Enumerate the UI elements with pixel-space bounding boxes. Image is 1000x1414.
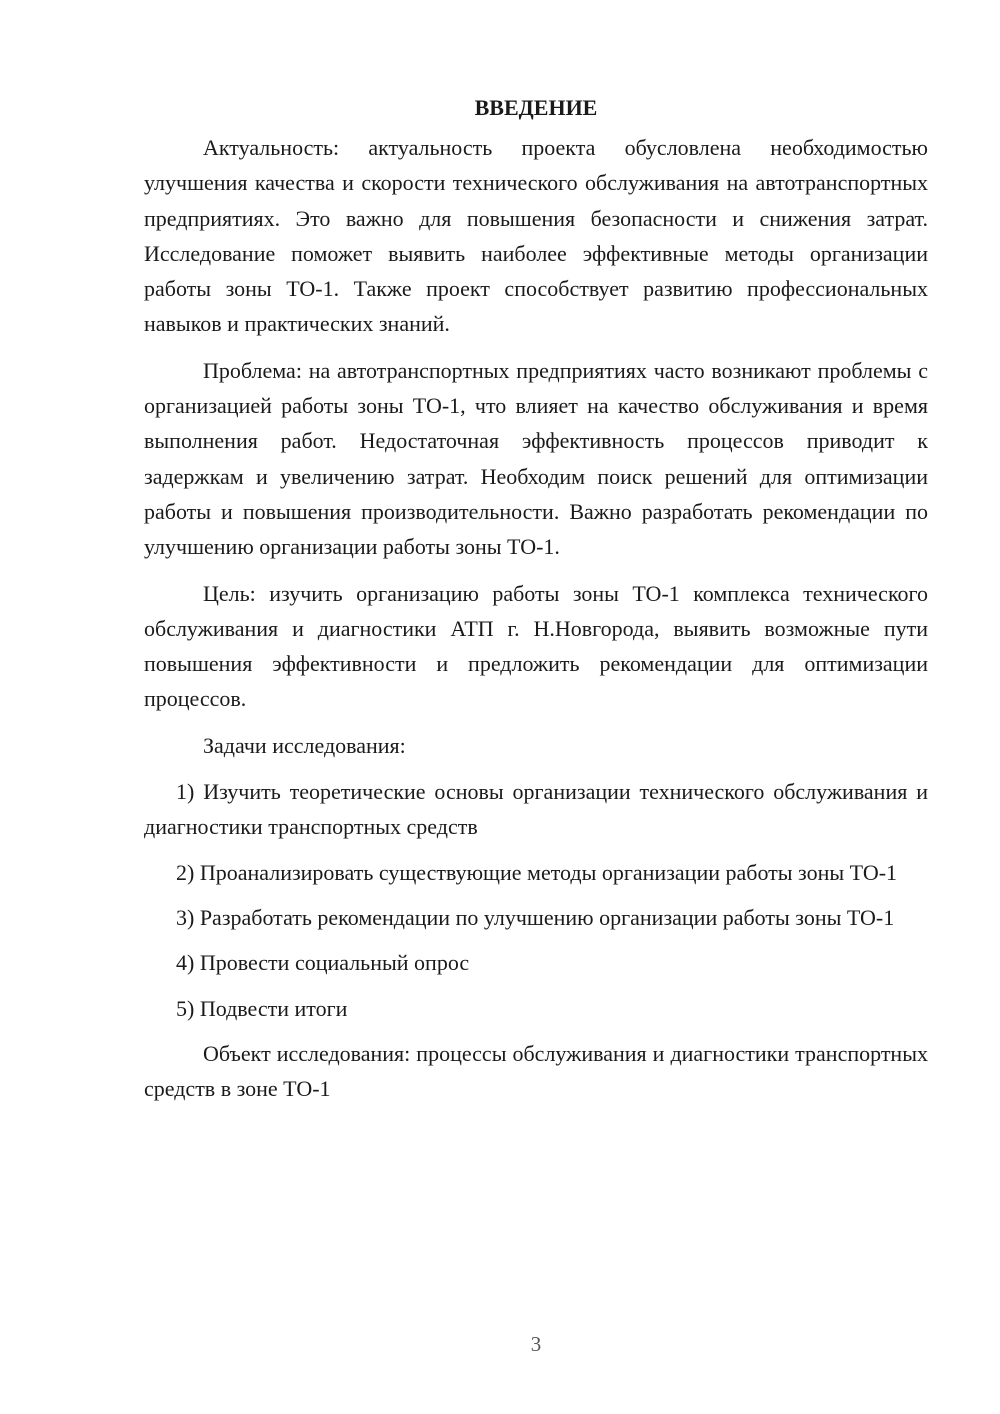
relevance-paragraph: Актуальность: актуальность проекта обусловлена необходимостью улучшения качества и скорости технического обслуживания на автотранспортных предприятиях. Это важно для повышения безопасности и снижения затрат. Исследование поможет выявить наиболее эффективные методы организации работы зоны ТО-1. Также проект способствует развитию профессиональных навыков и практических знаний. (144, 135, 928, 337)
list-item: 2) Проанализировать существующие методы организации работы зоны ТО-1 (176, 859, 898, 885)
list-item: 3) Разработать рекомендации по улучшению организации работы зоны ТО-1 (176, 904, 895, 930)
goal-paragraph: Цель: изучить организацию работы зоны ТО-1 комплекса технического обслуживания и диагностики АТП г. Н.Новгорода, выявить возможные пути повышения эффективности и предложить рекомендации для оптимизации процессов. (144, 580, 928, 712)
page-number: 3 (530, 1332, 542, 1356)
problem-paragraph: Проблема: на автотранспортных предприятиях часто возникают проблемы с организацией работы зоны ТО-1, что влияет на качество обслуживания и время выполнения работ. Недостаточная эффективность процессов приводит к задержкам и увеличению затрат. Необходим поиск решений для оптимизации работы и повышения производительности. Важно разработать рекомендации по улучшению организации работы зоны ТО-1. (144, 357, 928, 560)
page-title: ВВЕДЕНИЕ (474, 95, 598, 120)
list-item: 1) Изучить теоретические основы организации технического обслуживания и диагностики транспортных средств (144, 779, 928, 840)
object-paragraph: Объект исследования: процессы обслуживания и диагностики транспортных средств в зоне ТО-1 (144, 1040, 928, 1102)
tasks-heading: Задачи исследования: (203, 732, 406, 758)
list-item: 4) Провести социальный опрос (176, 950, 470, 976)
document-page (144, 90, 928, 1117)
tasks-list (144, 774, 928, 1026)
list-item: 5) Подвести итоги (176, 995, 348, 1021)
